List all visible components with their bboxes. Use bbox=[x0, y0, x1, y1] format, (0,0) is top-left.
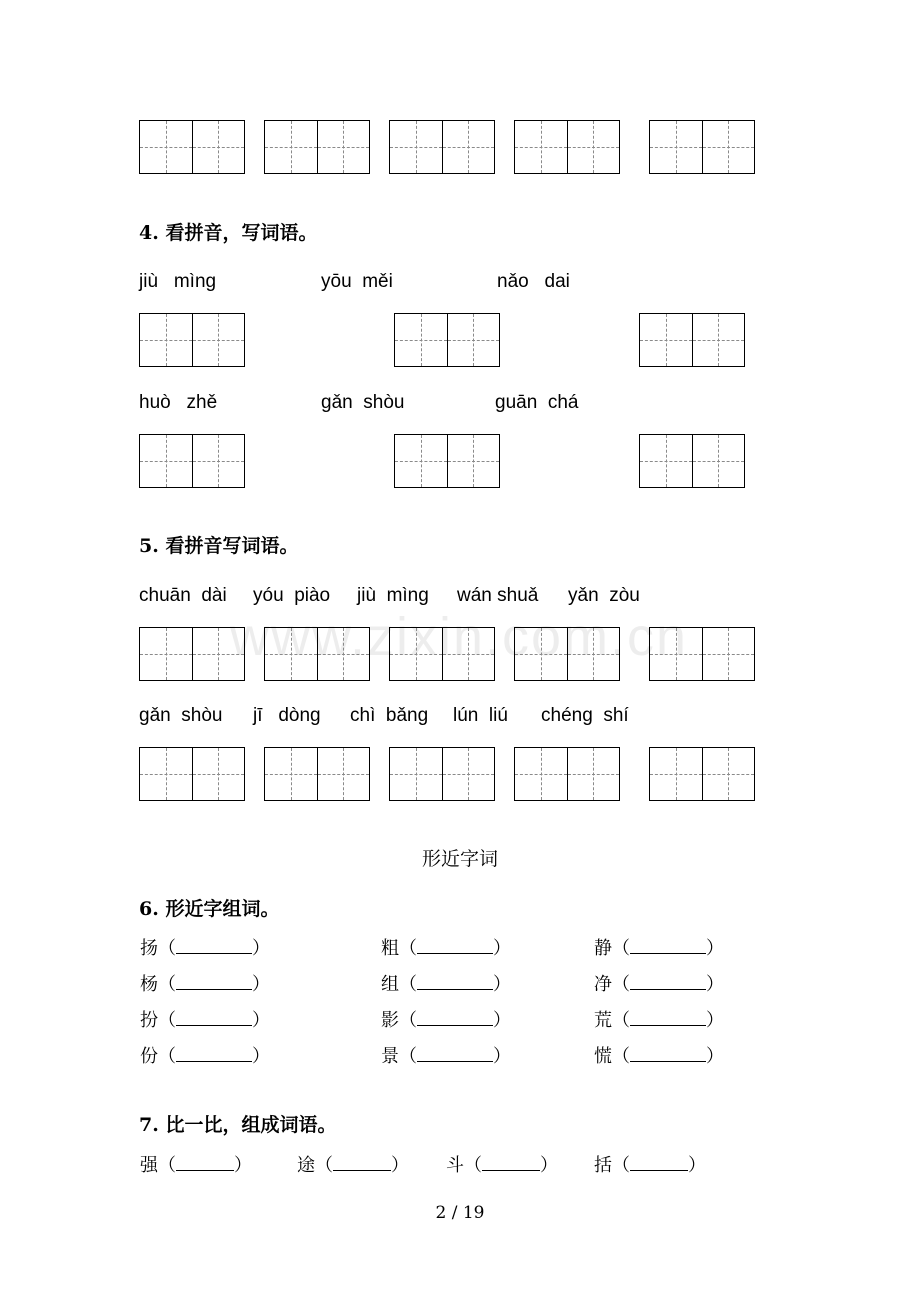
writing-grid[interactable] bbox=[649, 747, 755, 801]
q5-pinyin: gǎn shòu bbox=[139, 705, 223, 726]
q4-pinyin: huò zhě bbox=[139, 392, 218, 413]
q6-title: 6. 形近字组词。 bbox=[139, 898, 280, 920]
answer-blank[interactable] bbox=[333, 1154, 391, 1171]
answer-blank[interactable] bbox=[630, 1154, 688, 1171]
q5-pinyin: jiù mìng bbox=[357, 585, 429, 606]
writing-grid[interactable] bbox=[649, 627, 755, 681]
answer-blank[interactable] bbox=[176, 1154, 234, 1171]
word-item: 扮（ ） bbox=[140, 1010, 270, 1031]
word-item: 慌（ ） bbox=[594, 1046, 724, 1067]
q7-title: 7. 比一比，组成词语。 bbox=[139, 1114, 337, 1136]
writing-grid[interactable] bbox=[514, 627, 620, 681]
answer-blank[interactable] bbox=[630, 1045, 706, 1062]
word-item: 净（ ） bbox=[594, 974, 724, 995]
word-item: 影（ ） bbox=[381, 1010, 511, 1031]
answer-blank[interactable] bbox=[176, 973, 252, 990]
q5-pinyin: jī dòng bbox=[253, 705, 321, 726]
q5-pinyin: chuān dài bbox=[139, 585, 227, 606]
writing-grid[interactable] bbox=[264, 120, 370, 174]
writing-grid[interactable] bbox=[139, 313, 245, 367]
word-item: 静（ ） bbox=[594, 938, 724, 959]
q4-pinyin: yōu měi bbox=[321, 271, 393, 292]
q5-title: 5. 看拼音写词语。 bbox=[139, 535, 299, 557]
q5-pinyin: chì bǎng bbox=[350, 705, 429, 726]
answer-blank[interactable] bbox=[176, 1009, 252, 1026]
word-item: 份（ ） bbox=[140, 1046, 270, 1067]
q5-pinyin: yǎn zòu bbox=[568, 585, 640, 606]
word-item: 强（ ） bbox=[140, 1155, 252, 1176]
q4-title: 4. 看拼音，写词语。 bbox=[139, 222, 318, 244]
writing-grid[interactable] bbox=[264, 627, 370, 681]
q5-pinyin: yóu piào bbox=[253, 585, 331, 606]
writing-grid[interactable] bbox=[264, 747, 370, 801]
answer-blank[interactable] bbox=[176, 937, 252, 954]
word-item: 斗（ ） bbox=[446, 1155, 558, 1176]
answer-blank[interactable] bbox=[630, 1009, 706, 1026]
writing-grid[interactable] bbox=[139, 120, 245, 174]
answer-blank[interactable] bbox=[417, 973, 493, 990]
q5-pinyin: lún liú bbox=[453, 705, 508, 726]
word-item: 杨（ ） bbox=[140, 974, 270, 995]
answer-blank[interactable] bbox=[417, 1045, 493, 1062]
word-item: 荒（ ） bbox=[594, 1010, 724, 1031]
writing-grid[interactable] bbox=[514, 747, 620, 801]
q5-pinyin: wán shuǎ bbox=[457, 585, 539, 606]
answer-blank[interactable] bbox=[630, 937, 706, 954]
word-item: 景（ ） bbox=[381, 1046, 511, 1067]
section-title: 形近字词 bbox=[421, 848, 498, 870]
q4-pinyin: jiù mìng bbox=[139, 271, 217, 292]
writing-grid[interactable] bbox=[389, 120, 495, 174]
writing-grid[interactable] bbox=[514, 120, 620, 174]
word-item: 组（ ） bbox=[381, 974, 511, 995]
writing-grid[interactable] bbox=[639, 434, 745, 488]
writing-grid[interactable] bbox=[139, 627, 245, 681]
q4-pinyin: gǎn shòu bbox=[321, 392, 405, 413]
writing-grid[interactable] bbox=[394, 434, 500, 488]
watermark: www.zixin.com.cn bbox=[230, 607, 689, 667]
q4-pinyin: guān chá bbox=[495, 392, 579, 413]
writing-grid[interactable] bbox=[649, 120, 755, 174]
word-item: 途（ ） bbox=[297, 1155, 409, 1176]
word-item: 粗（ ） bbox=[381, 938, 511, 959]
writing-grid[interactable] bbox=[389, 627, 495, 681]
writing-grid[interactable] bbox=[394, 313, 500, 367]
q5-pinyin: chéng shí bbox=[541, 705, 629, 726]
answer-blank[interactable] bbox=[176, 1045, 252, 1062]
answer-blank[interactable] bbox=[630, 973, 706, 990]
answer-blank[interactable] bbox=[417, 937, 493, 954]
page-number: 2 / 19 bbox=[435, 1203, 485, 1223]
writing-grid[interactable] bbox=[389, 747, 495, 801]
writing-grid[interactable] bbox=[139, 747, 245, 801]
writing-grid[interactable] bbox=[639, 313, 745, 367]
writing-grid[interactable] bbox=[139, 434, 245, 488]
word-item: 扬（ ） bbox=[140, 938, 270, 959]
answer-blank[interactable] bbox=[482, 1154, 540, 1171]
answer-blank[interactable] bbox=[417, 1009, 493, 1026]
q4-pinyin: nǎo dai bbox=[497, 271, 570, 292]
word-item: 括（ ） bbox=[594, 1155, 706, 1176]
